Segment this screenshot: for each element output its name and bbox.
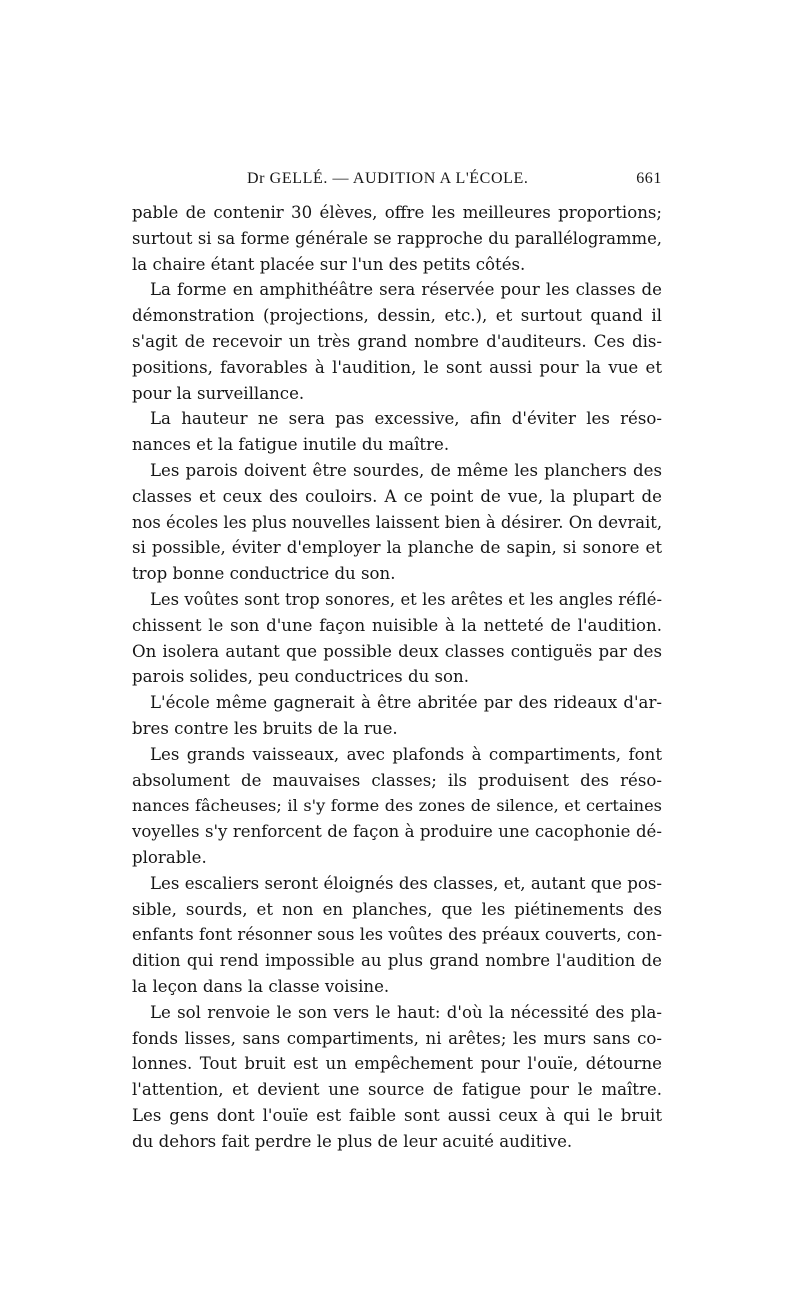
- text-line: On isolera autant que possible deux classes contiguës par des: [132, 641, 662, 661]
- text-line: La forme en amphithéâtre sera réservée pour les classes de: [150, 280, 662, 300]
- text-line: démonstration (projections, dessin, etc.), et surtout quand il: [132, 306, 662, 326]
- text-line: La hauteur ne sera pas excessive, afin d'éviter les réso-: [150, 409, 662, 429]
- text-line: nances fâcheuses; il s'y forme des zones de silence, et certaines: [132, 796, 662, 816]
- page-number: 661: [636, 170, 662, 187]
- text-line: fonds lisses, sans compartiments, ni arêtes; les murs sans co-: [132, 1028, 662, 1048]
- text-line: Le sol renvoie le son vers le haut: d'où la nécessité des pla-: [150, 1002, 662, 1022]
- text-line: l'attention, et devient une source de fatigue pour le maître.: [132, 1080, 662, 1100]
- text-line: dition qui rend impossible au plus grand nombre l'audition de: [132, 951, 662, 971]
- text-line: positions, favorables à l'audition, le sont aussi pour la vue et: [132, 357, 662, 377]
- text-line: la chaire étant placée sur l'un des petits côtés.: [132, 254, 526, 274]
- text-line: classes et ceux des couloirs. A ce point de vue, la plupart de: [132, 486, 662, 506]
- text-line: Les voûtes sont trop sonores, et les arêtes et les angles réflé-: [150, 589, 662, 609]
- text-line: pour la surveillance.: [132, 383, 305, 403]
- text-line: nos écoles les plus nouvelles laissent bien à désirer. On devrait,: [132, 512, 663, 532]
- text-line: plorable.: [132, 847, 207, 867]
- text-line: absolument de mauvaises classes; ils produisent des réso-: [132, 770, 662, 790]
- running-title: Dr GELLÉ. — AUDITION A L'ÉCOLE.: [247, 170, 529, 187]
- text-line: chissent le son d'une façon nuisible à la netteté de l'audition.: [132, 615, 662, 635]
- text-line: Les grands vaisseaux, avec plafonds à compartiments, font: [150, 744, 662, 764]
- text-line: L'école même gagnerait à être abritée par des rideaux d'ar-: [150, 693, 662, 713]
- text-line: voyelles s'y renforcent de façon à produire une cacophonie dé-: [132, 822, 662, 842]
- text-line: lonnes. Tout bruit est un empêchement pour l'ouïe, détourne: [132, 1054, 662, 1074]
- running-head: [132, 168, 662, 194]
- text-line: enfants font résonner sous les voûtes des préaux couverts, con-: [132, 925, 662, 945]
- text-line: surtout si sa forme générale se rapproche du parallélogramme,: [132, 228, 662, 248]
- text-line: sible, sourds, et non en planches, que les piétinements des: [132, 899, 662, 919]
- text-line: trop bonne conductrice du son.: [132, 564, 396, 584]
- text-line: la leçon dans la classe voisine.: [132, 976, 390, 996]
- text-line: pable de contenir 30 élèves, offre les meilleures proportions;: [132, 203, 662, 222]
- text-line: bres contre les bruits de la rue.: [132, 718, 398, 738]
- body-text: [132, 200, 662, 1154]
- text-line: s'agit de recevoir un très grand nombre d'auditeurs. Ces dis-: [132, 331, 662, 351]
- text-line: nances et la fatigue inutile du maître.: [132, 435, 450, 455]
- text-line: parois solides, peu conductrices du son.: [132, 667, 470, 687]
- text-line: Les parois doivent être sourdes, de même les planchers des: [150, 460, 662, 480]
- text-line: du dehors fait perdre le plus de leur acuité auditive.: [132, 1131, 573, 1151]
- text-line: si possible, éviter d'employer la planche de sapin, si sonore et: [132, 538, 662, 558]
- text-line: Les escaliers seront éloignés des classes, et, autant que pos-: [150, 873, 662, 893]
- text-line: Les gens dont l'ouïe est faible sont aussi ceux à qui le bruit: [132, 1105, 662, 1125]
